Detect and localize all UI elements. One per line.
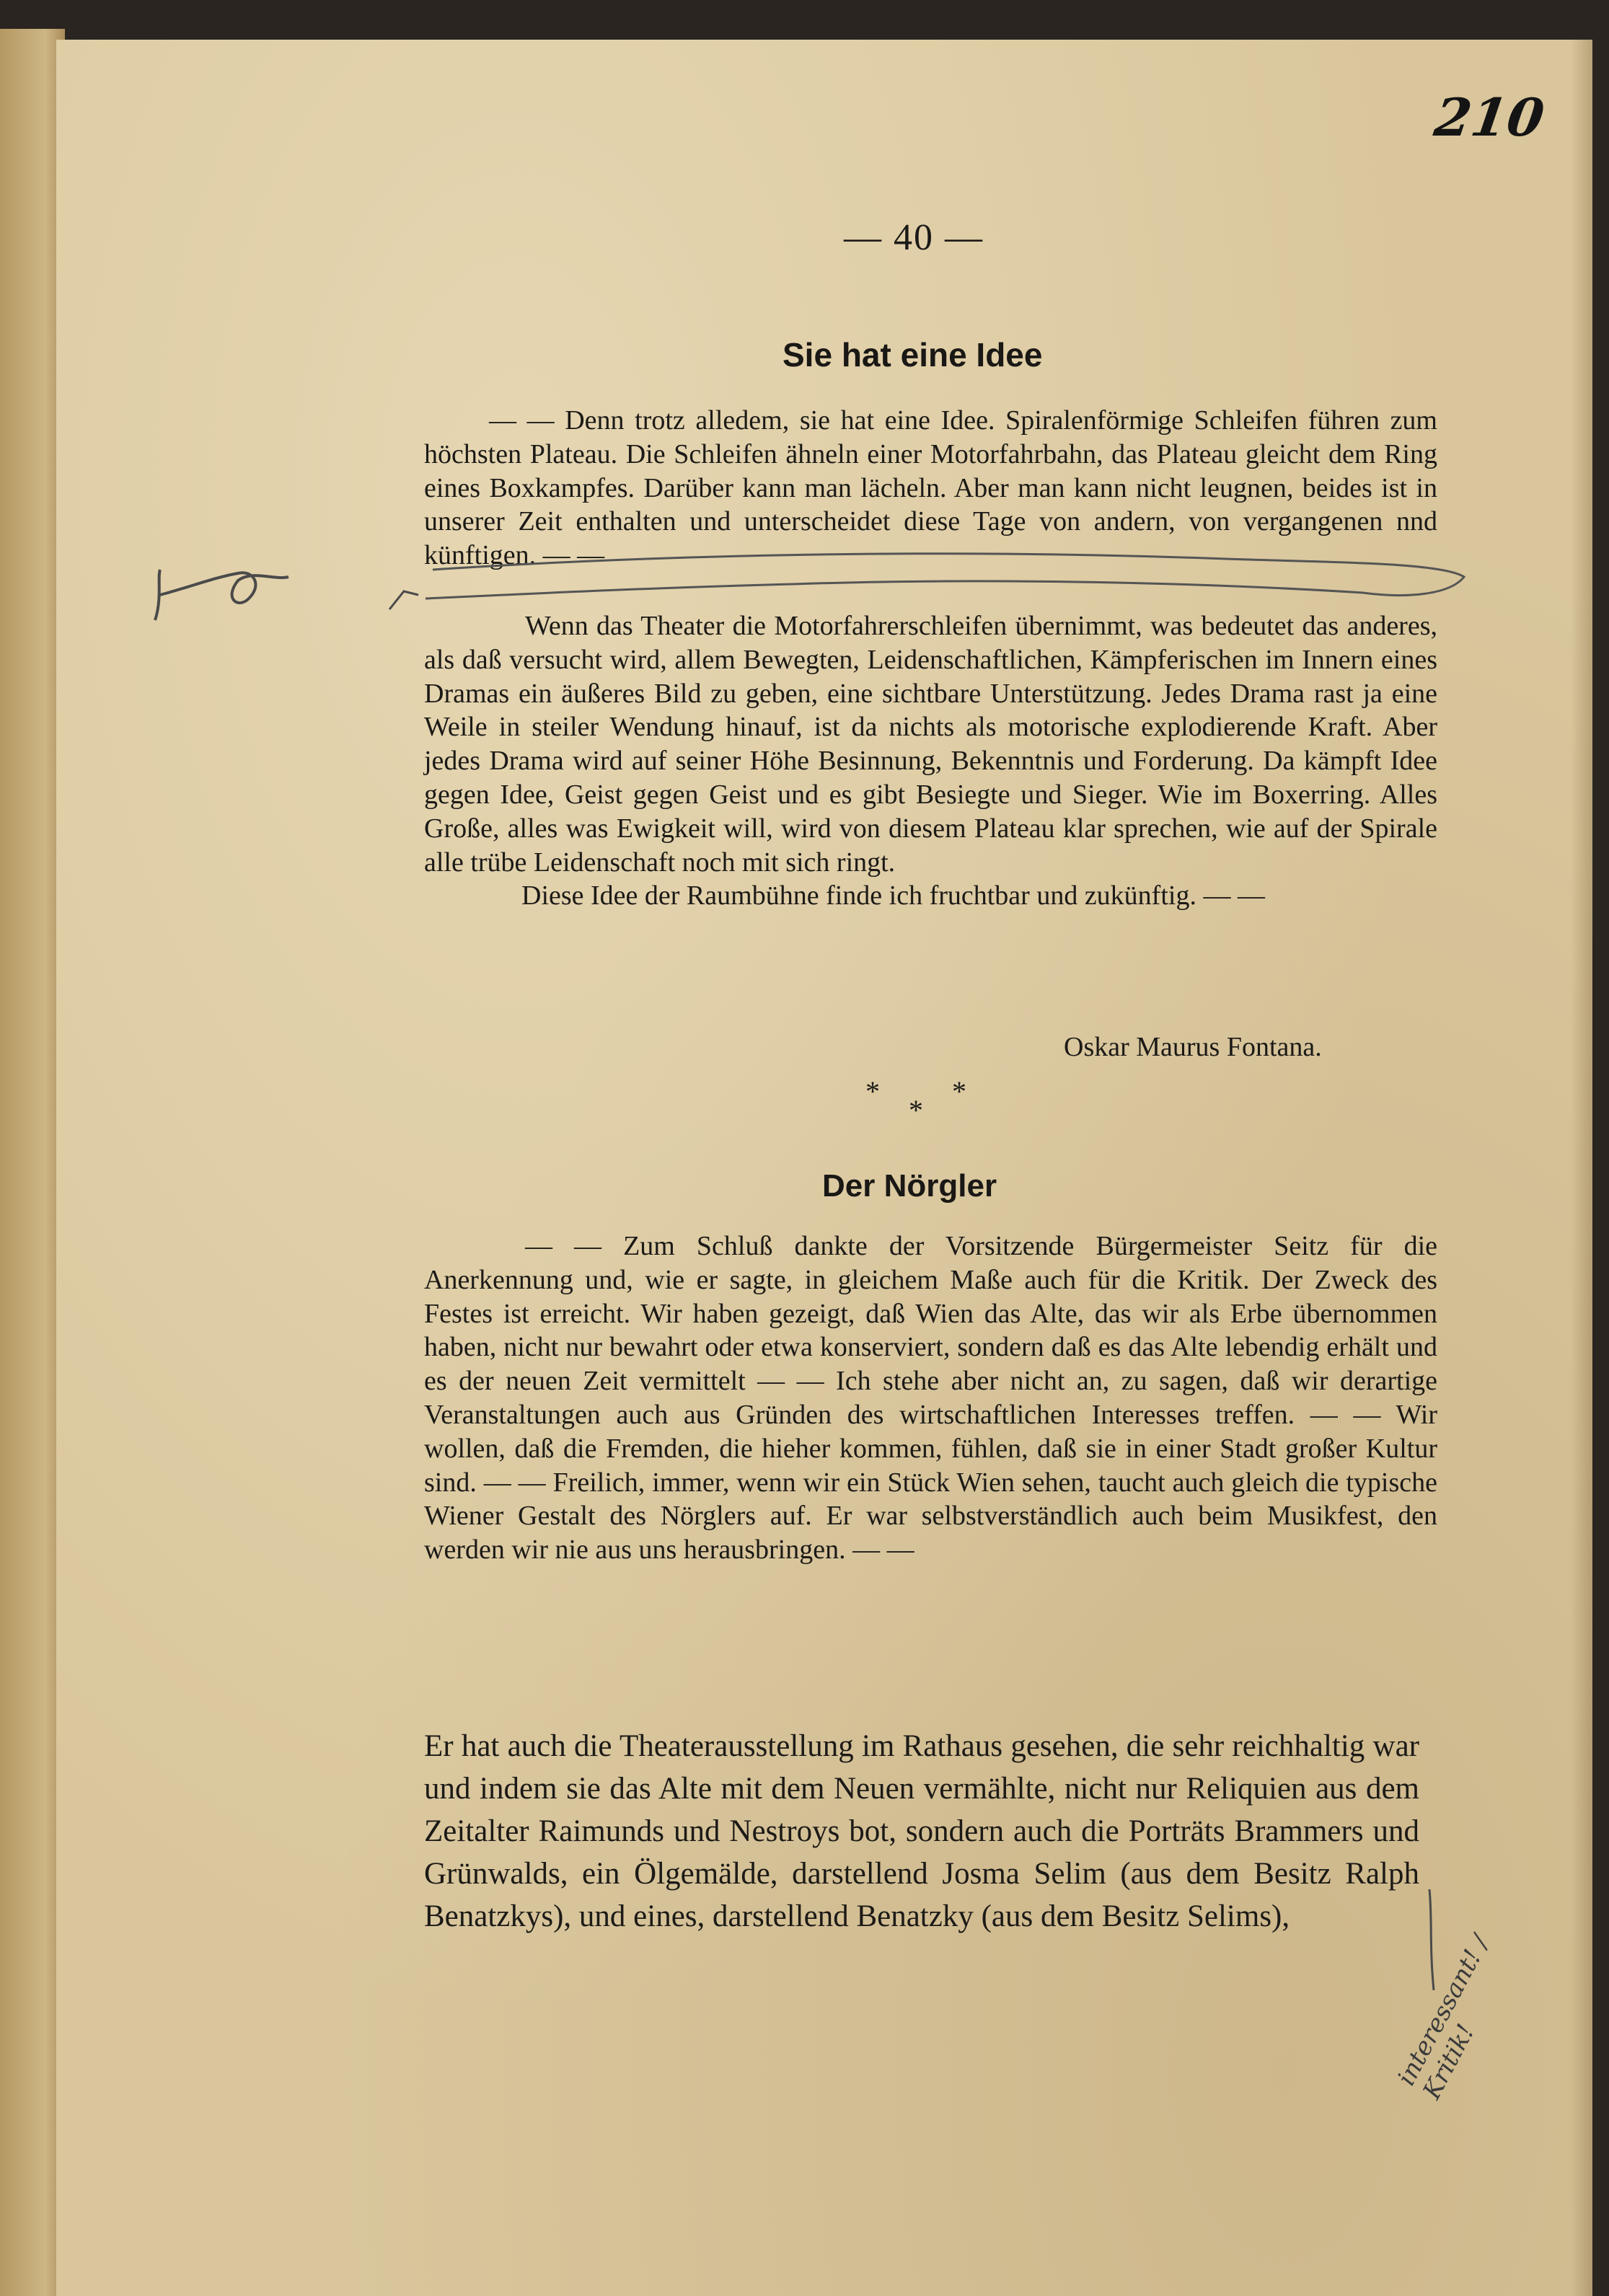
margin-pencil-mark — [155, 570, 288, 620]
right-margin-line — [1429, 1889, 1434, 1990]
page-number: — 40 — — [844, 217, 984, 258]
article1-body-text: Wenn das Theater die Motorfahrerschleifen übernimmt, was bedeutet das anderes, als daß versucht wird, allem Bewegten, Leidenschaftlichen, Kämpferischen im Innern eines Dramas ein äußeres Bild zu geben, eine sichtbare Unterstützung. Jedes Drama rast ja eine Weile in steiler Wendung hinauf, ist da nichts als motorische explodierende Kraft. Aber jedes Drama wird auf seiner Höhe Besinnung, Bekenntnis und Forderung. Da kämpft Idee gegen Idee, Geist gegen Geist und es gibt Besiegte und Sieger. Wie im Boxerring. Alles Große, alles was Ewigkeit will, wird von diesem Plateau klar sprechen, wie auf der Spirale alle trübe Leidenschaft noch mit sich ringt. — [424, 611, 1437, 878]
separator-star: * — [952, 1075, 966, 1108]
article2-continuation-text: Er hat auch die Theaterausstellung im Rathaus gesehen, die sehr reichhaltig war und indem sie das Alte mit dem Neuen vermählte, nicht nur Reliquien aus dem Zeitalter Raimunds und Nestroys bot, sondern auch die Porträts Brammers und Grünwalds, ein Ölgemälde, darstellend Josma Selim (aus dem Besitz Ralph Benatzkys), und eines, darstellend Benatzky (aus dem Besitz Selims), — [424, 1729, 1419, 1933]
margin-bracket — [389, 591, 418, 609]
article-title-noergler: Der Nörgler — [822, 1168, 997, 1204]
article1-intro-text: — — Denn trotz alledem, sie hat eine Idee. Spiralenförmige Schleifen führen zum höchsten Plateau. Die Schleifen ähneln einer Motorfahrbahn, das Plateau gleicht dem Ring eines Boxkampfes. Darüber kann man lächeln. Aber man kann nicht leugnen, beides ist in unserer Zeit enthalten und unterscheidet diese Tage von andern, von vergangenen nnd künftigen. — — — [424, 405, 1437, 571]
separator-star: * — [909, 1094, 923, 1126]
article-title-idee: Sie hat eine Idee — [783, 336, 1043, 374]
archive-number: 210 — [1431, 87, 1548, 148]
underline-pencil-mark — [426, 554, 1464, 599]
separator-star: * — [865, 1075, 880, 1108]
article2-body-text: — — Zum Schluß dankte der Vorsitzende Bürgermeister Seitz für die Anerkennung und, wie er sagte, in gleichem Maße auch für die Kritik. Der Zweck des Festes ist erreicht. Wir haben gezeigt, daß Wien das Alte, das wir als Erbe übernommen haben, nicht nur bewahrt oder etwa konserviert, sondern daß es das Alte lebendig erhält und es der neuen Zeit vermittelt — — Ich stehe aber nicht an, zu sagen, daß wir derartige Veranstaltungen auch aus Gründen des wirtschaftlichen Interesses treffen. — — Wir wollen, daß die Fremden, die hieher kommen, fühlen, daß sie in einer Stadt großer Kultur sind. — — Freilich, immer, wenn wir ein Stück Wien sehen, taucht auch gleich die typische Wiener Gestalt des Nörglers auf. Er war selbstverständlich auch beim Musikfest, den werden wir nie aus uns herausbringen. — — — [424, 1231, 1437, 1566]
article1-author: Oskar Maurus Fontana. — [1064, 1032, 1322, 1062]
handwritten-margin-note: interessant! / Kritik! — [1392, 1930, 1496, 2104]
article1-closing: Diese Idee der Raumbühne finde ich fruchtbar und zukünftig. — — — [521, 880, 1265, 911]
